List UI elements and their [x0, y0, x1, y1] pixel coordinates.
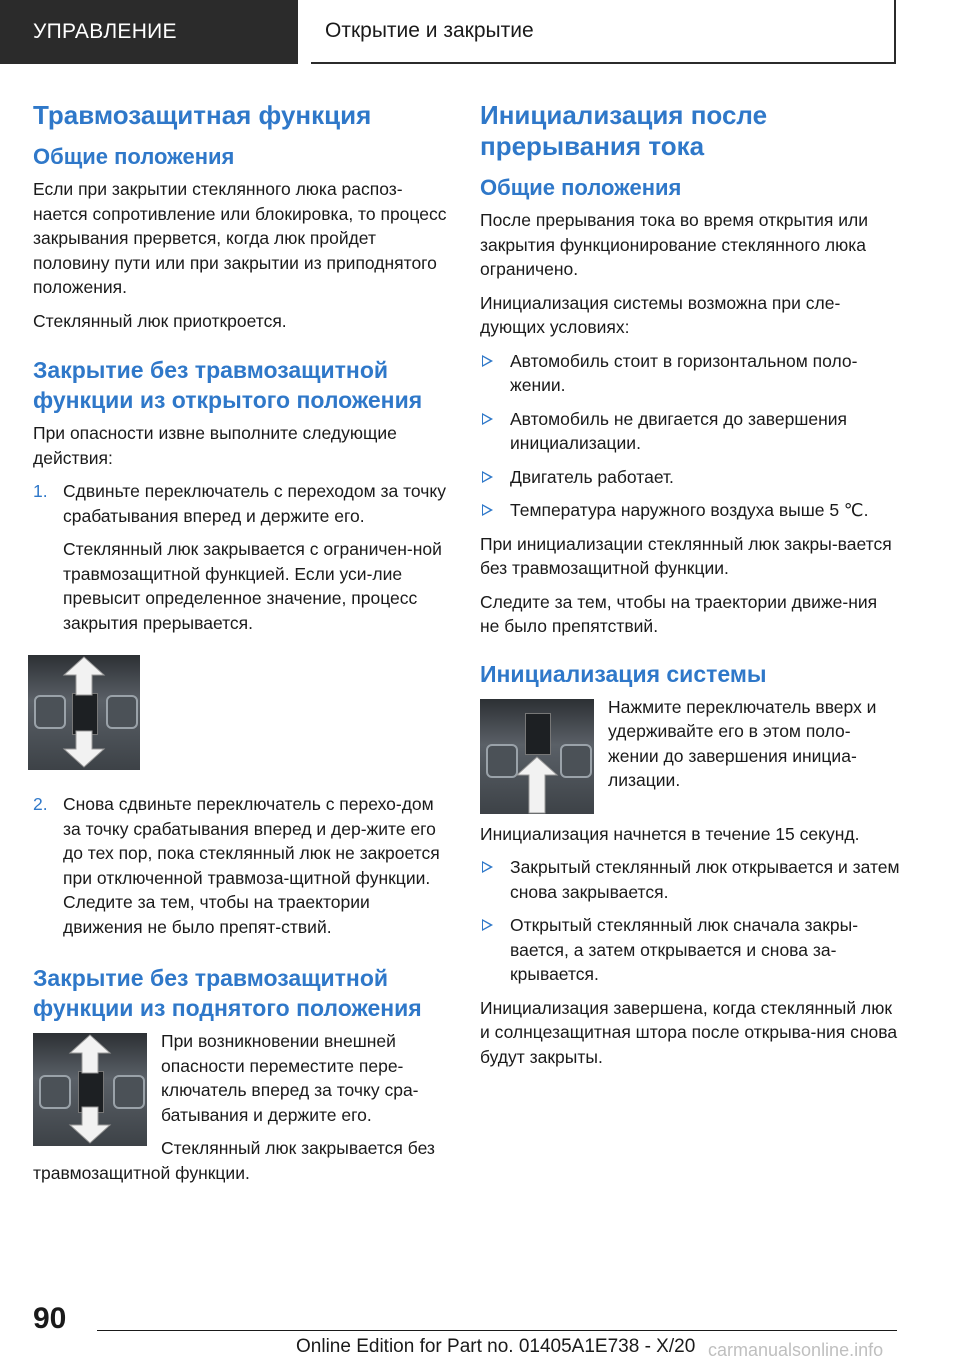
- heading-general-left: Общие положения: [33, 144, 235, 169]
- condition-item: Двигатель работает.: [480, 465, 900, 490]
- raised-block: [33, 1029, 448, 1194]
- bullet-triangle-icon: [482, 919, 493, 931]
- steps-list: [33, 479, 448, 635]
- left-column: [33, 100, 448, 1200]
- bullet-triangle-icon: [482, 861, 493, 873]
- heading-close-from-raised: Закрытие без травмозащитной функции из поднятого положения: [33, 965, 422, 1021]
- bullet-triangle-icon: [482, 355, 493, 367]
- switch-image-up: [480, 699, 594, 814]
- steps-list-2: [33, 792, 448, 939]
- footer-divider: [97, 1330, 897, 1331]
- para-close-open: При опасности извне выполните следующие действия:: [33, 423, 397, 468]
- para-init-1: Нажмите переключатель вверх и удерживайте его в этом поло-жении до завершения инициа-лизации.: [608, 696, 877, 790]
- bullet-triangle-icon: [482, 504, 493, 516]
- step-2-number: 2.: [33, 794, 48, 814]
- switch-image-forward: [28, 655, 140, 770]
- init-item: Закрытый стеклянный люк открывается и затем снова закрывается.: [480, 855, 900, 904]
- arrows-icon-2: [33, 1033, 147, 1146]
- condition-item: Автомобиль стоит в горизонтальном поло-жении.: [480, 349, 900, 398]
- init-block: [480, 695, 900, 814]
- init-list: [480, 855, 900, 987]
- watermark: carmanualsonline.info: [708, 1340, 884, 1360]
- heading-init-after-power: Инициализация после прерывания тока: [480, 100, 768, 161]
- arrows-icon: [28, 655, 140, 770]
- para-general-1: Если при закрытии стеклянного люка распоз-нается сопротивление или блокировка, то процесс закрывания прервется, когда люк пройдет половину пути или при закрытии из приподнятого положения.: [33, 179, 447, 297]
- header-subsection: Открытие и закрытие: [311, 0, 896, 64]
- footer-edition: Online Edition for Part no. 01405A1E738 - X/20: [296, 1336, 696, 1357]
- para-init-3: Инициализация завершена, когда стеклянный люк и солнцезащитная штора после открыва-ния снова будут закрыты.: [480, 997, 898, 1067]
- init-item: Открытый стеклянный люк сначала закры-вается, а затем открывается и снова за-крывается.: [480, 913, 900, 987]
- para-raised-2: Стеклянный люк закрывается без травмозащитной функции.: [33, 1138, 435, 1183]
- step-1: [33, 479, 448, 635]
- step-1-note: Стеклянный люк закрывается с ограничен-ной травмозащитной функцией. Если уси-лие превысит определенное значение, процесс закрытия прерывается.: [63, 539, 442, 633]
- para-init-2: Инициализация начнется в течение 15 секунд.: [480, 823, 860, 844]
- bullet-triangle-icon: [482, 471, 493, 483]
- condition-item: Температура наружного воздуха выше 5 ℃.: [480, 498, 900, 523]
- right-column: [480, 100, 900, 1078]
- condition-item: Автомобиль не двигается до завершения инициализации.: [480, 407, 900, 456]
- para-right-1: После прерывания тока во время открытия или закрытия функционирование стеклянного люка ограничено.: [480, 210, 868, 279]
- heading-general-right: Общие положения: [480, 175, 682, 200]
- para-right-3: При инициализации стеклянный люк закры-вается без травмозащитной функции.: [480, 533, 892, 578]
- para-right-2: Инициализация системы возможна при сле-дующих условиях:: [480, 292, 841, 337]
- para-general-2: Стеклянный люк приоткроется.: [33, 310, 287, 331]
- conditions-list: [480, 349, 900, 523]
- para-raised-1: При возникновении внешней опасности переместите пере-ключатель вперед за точку сра-батывания и держите его.: [161, 1031, 419, 1125]
- heading-system-init: Инициализация системы: [480, 660, 767, 687]
- bullet-triangle-icon: [482, 413, 493, 425]
- heading-anti-trap: Травмозащитная функция: [33, 100, 372, 130]
- switch-image-raised: [33, 1033, 147, 1146]
- heading-close-from-open: Закрытие без травмозащитной функции из открытого положения: [33, 357, 423, 413]
- header-section: УПРАВЛЕНИЕ: [0, 0, 298, 64]
- step-1-text: Сдвиньте переключатель с переходом за точку срабатывания вперед и держите его.: [63, 481, 447, 526]
- step-2-text: Снова сдвиньте переключатель с перехо-дом за точку срабатывания вперед и дер-жите его до тех пор, пока стеклянный люк не закроется при отключенной травмоза-щитной функции. Следите за тем, чтобы на траектории движения не было препят-ствий.: [63, 794, 440, 937]
- step-2: [33, 792, 448, 939]
- para-right-4: Следите за тем, чтобы на траектории движе-ния не было препятствий.: [480, 591, 878, 636]
- page-number: 90: [33, 1302, 67, 1335]
- up-arrow-icon: [480, 699, 594, 814]
- step-1-number: 1.: [33, 481, 48, 501]
